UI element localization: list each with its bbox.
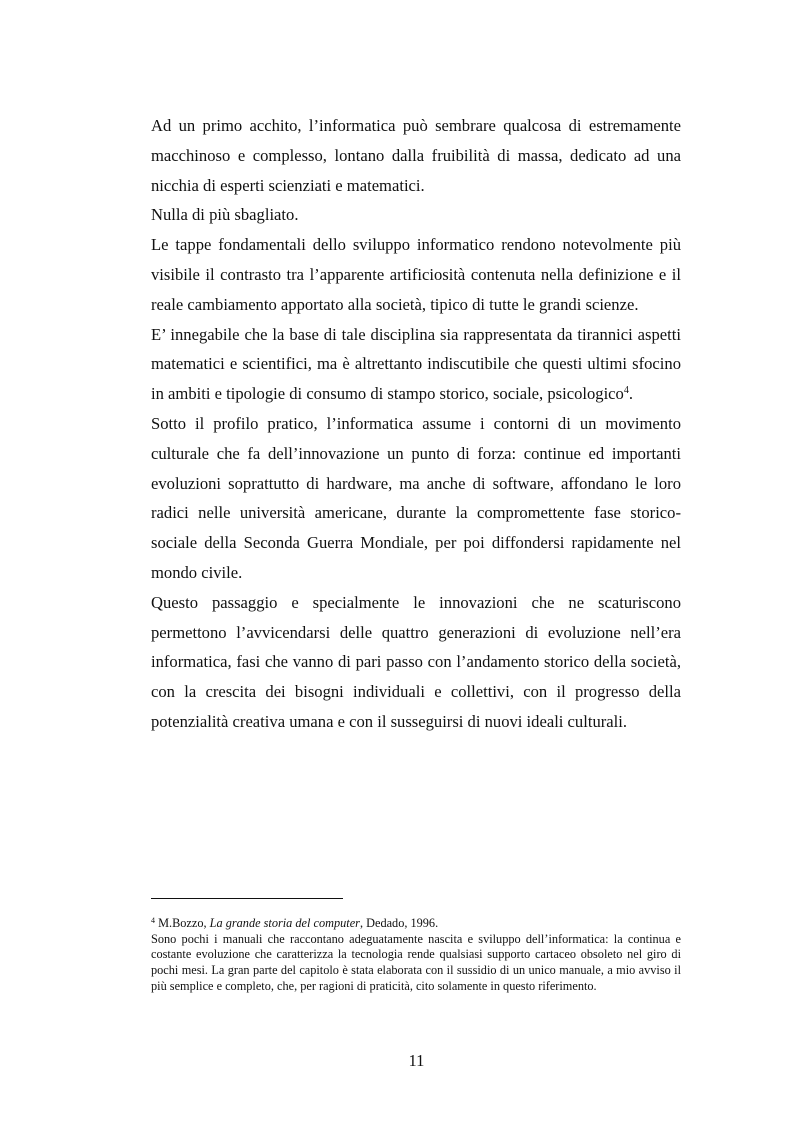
paragraph-3: Le tappe fondamentali dello sviluppo informatico rendono notevolmente più visibile il contrasto tra l’apparente artificiosità contenuta nella definizione e il reale cambiamento apportato alla società, tipico di tutte le grandi scienze. — [151, 235, 681, 314]
footnote-separator — [151, 898, 343, 899]
paragraph-5: Sotto il profilo pratico, l’informatica assume i contorni di un movimento culturale che fa dell’innovazione un punto di forza: continue ed importanti evoluzioni soprattutto di hardware, ma anche di software, affondano le loro radici nelle università americane, durante la compromettente fase storico-sociale della Seconda Guerra Mondiale, per poi diffondersi rapidamente nel mondo civile. — [151, 413, 681, 582]
footnote-citation — [151, 916, 681, 932]
page-number: 11 — [408, 1051, 425, 1070]
paragraph-4-end: . — [628, 384, 634, 404]
paragraph-4 — [151, 320, 681, 409]
footnote-reference[interactable]: 4 — [623, 385, 629, 397]
footnote-text: Sono pochi i manuali che raccontano adeguatamente nascita e sviluppo dell’informatica: la continua e costante evoluzione che caratterizza la tecnologia rende qualsiasi supporto cartaceo obsoleto nel giro di pochi mesi. La gran parte del capitolo è stata elaborata con il sussidio di un unico manuale, a mio avviso il più semplice e completo, che, per ragioni di praticità, cito solamente in questo riferimento. — [151, 931, 681, 993]
footnote-publisher: , Dedado, 1996. — [359, 916, 439, 930]
paragraph-1: Ad un primo acchito, l’informatica può sembrare qualcosa di estremamente macchinoso e complesso, lontano dalla fruibilità di massa, dedicato ad una nicchia di esperti scienziati e matematici. — [151, 116, 681, 195]
paragraph-6: Questo passaggio e specialmente le innovazioni che ne scaturiscono permettono l’avvicendarsi delle quattro generazioni di evoluzione nell’era informatica, fasi che vanno di pari passo con l’andamento storico della società, con la crescita dei bisogni individuali e collettivi, con il progresso della potenzialità creativa umana e con il susseguirsi di nuovi ideali culturali. — [151, 592, 681, 731]
footnote-book-title: La grande storia del computer — [209, 916, 360, 930]
footnote-number: 4 — [151, 916, 155, 925]
paragraph-4-text: E’ innegabile che la base di tale disciplina sia rappresentata da tirannici aspetti matematici e scientifici, ma è altrettanto indiscutibile che questi ultimi sfocino in ambiti e tipologie di consumo di stampo storico, sociale, psicologico — [151, 324, 681, 404]
paragraph-2: Nulla di più sbagliato. — [151, 205, 299, 225]
footnote — [151, 916, 681, 995]
footnote-author: M.Bozzo, — [158, 916, 210, 930]
body-text — [151, 111, 681, 737]
